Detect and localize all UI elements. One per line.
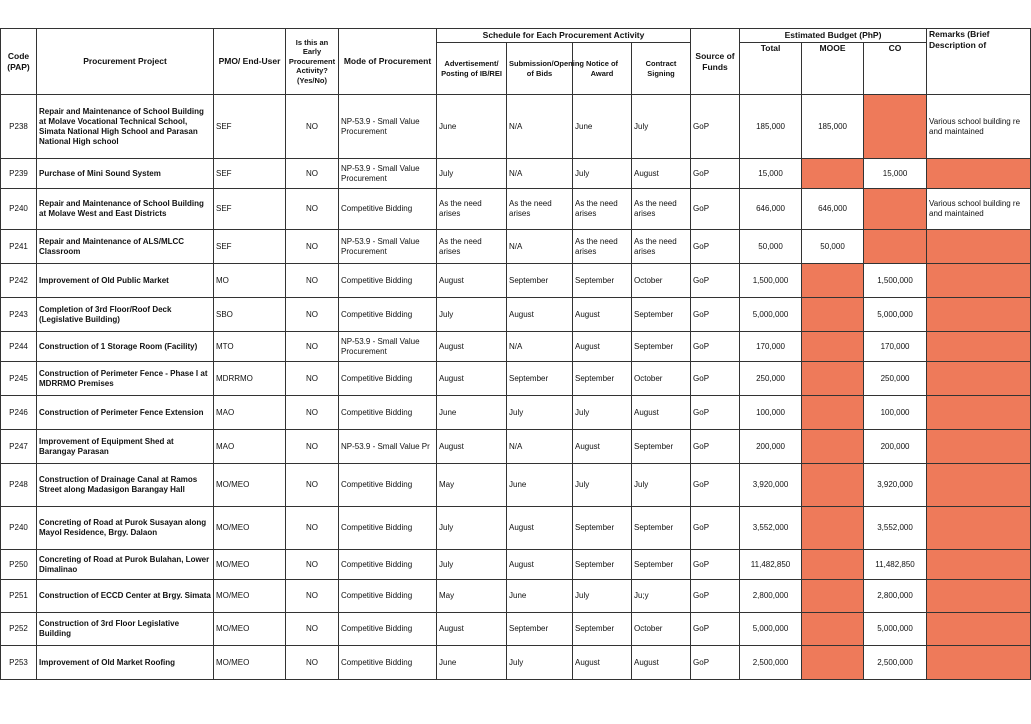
cell-code: P239 [1,159,37,189]
header-schedule: Schedule for Each Procurement Activity [437,29,691,43]
cell-mode: NP-53.9 - Small Value Procurement [339,159,437,189]
cell-early: NO [286,646,339,680]
header-pmo: PMO/ End-User [214,29,286,95]
cell-contract: September [632,507,691,550]
cell-remarks [927,464,1031,507]
cell-contract: As the need arises [632,230,691,264]
cell-advert: August [437,264,507,298]
cell-early: NO [286,613,339,646]
cell-notice: As the need arises [573,230,632,264]
cell-submission: June [507,580,573,613]
cell-project: Construction of Perimeter Fence - Phase I at MDRRMO Premises [37,362,214,396]
cell-advert: June [437,396,507,430]
cell-remarks [927,430,1031,464]
cell-total: 200,000 [740,430,802,464]
cell-mode: Competitive Bidding [339,264,437,298]
cell-notice: September [573,264,632,298]
table-row [1,95,1031,159]
cell-submission: N/A [507,230,573,264]
table-row [1,189,1031,230]
cell-contract: September [632,430,691,464]
cell-source: GoP [691,95,740,159]
cell-remarks [927,362,1031,396]
cell-submission: August [507,550,573,580]
cell-co: 2,800,000 [864,580,927,613]
table-body [1,95,1031,680]
cell-advert: August [437,430,507,464]
cell-mooe [802,332,864,362]
cell-contract: October [632,264,691,298]
cell-project: Completion of 3rd Floor/Roof Deck (Legislative Building) [37,298,214,332]
cell-remarks [927,646,1031,680]
table-row [1,362,1031,396]
cell-source: GoP [691,613,740,646]
cell-pmo: SEF [214,159,286,189]
cell-code: P244 [1,332,37,362]
cell-notice: September [573,507,632,550]
cell-code: P251 [1,580,37,613]
cell-code: P241 [1,230,37,264]
table-row [1,298,1031,332]
cell-advert: August [437,362,507,396]
cell-submission: June [507,464,573,507]
cell-submission: August [507,507,573,550]
cell-code: P245 [1,362,37,396]
cell-mode: Competitive Bidding [339,396,437,430]
table-row [1,464,1031,507]
cell-source: GoP [691,298,740,332]
cell-total: 15,000 [740,159,802,189]
cell-project: Improvement of Old Market Roofing [37,646,214,680]
cell-contract: July [632,464,691,507]
cell-mode: Competitive Bidding [339,507,437,550]
cell-pmo: SBO [214,298,286,332]
cell-advert: As the need arises [437,230,507,264]
cell-submission: N/A [507,430,573,464]
cell-co: 3,920,000 [864,464,927,507]
cell-total: 5,000,000 [740,298,802,332]
cell-submission: N/A [507,332,573,362]
table-row [1,230,1031,264]
cell-early: NO [286,464,339,507]
table-row [1,430,1031,464]
cell-pmo: MO/MEO [214,464,286,507]
cell-mooe [802,430,864,464]
cell-contract: August [632,646,691,680]
cell-mode: Competitive Bidding [339,362,437,396]
cell-notice: September [573,613,632,646]
cell-mooe: 646,000 [802,189,864,230]
cell-contract: September [632,332,691,362]
cell-submission: September [507,264,573,298]
cell-early: NO [286,95,339,159]
cell-project: Construction of 3rd Floor Legislative Building [37,613,214,646]
cell-total: 250,000 [740,362,802,396]
cell-notice: July [573,159,632,189]
cell-code: P240 [1,189,37,230]
cell-co: 100,000 [864,396,927,430]
cell-mode: NP-53.9 - Small Value Procurement [339,95,437,159]
cell-total: 1,500,000 [740,264,802,298]
cell-total: 170,000 [740,332,802,362]
table-row [1,646,1031,680]
cell-remarks [927,613,1031,646]
cell-early: NO [286,230,339,264]
table-row [1,613,1031,646]
cell-remarks [927,298,1031,332]
header-code: Code (PAP) [1,29,37,95]
cell-mode: Competitive Bidding [339,550,437,580]
cell-remarks [927,396,1031,430]
cell-source: GoP [691,430,740,464]
cell-total: 5,000,000 [740,613,802,646]
cell-co [864,189,927,230]
cell-contract: As the need arises [632,189,691,230]
cell-submission: August [507,298,573,332]
cell-submission: July [507,396,573,430]
cell-contract: August [632,396,691,430]
cell-mode: Competitive Bidding [339,580,437,613]
cell-pmo: SEF [214,189,286,230]
cell-total: 100,000 [740,396,802,430]
cell-project: Repair and Maintenance of School Building at Molave West and East Districts [37,189,214,230]
cell-remarks [927,507,1031,550]
cell-advert: July [437,159,507,189]
cell-contract: September [632,298,691,332]
cell-early: NO [286,396,339,430]
cell-mode: NP-53.9 - Small Value Procurement [339,332,437,362]
header-early: Is this an Early Procurement Activity? (Yes/No) [286,29,339,95]
cell-total: 3,552,000 [740,507,802,550]
cell-project: Construction of Drainage Canal at Ramos Street along Madasigon Barangay Hall [37,464,214,507]
cell-remarks [927,159,1031,189]
header-remarks: Remarks (Brief Description of [927,29,1031,95]
procurement-table [0,28,1031,680]
cell-source: GoP [691,230,740,264]
cell-project: Construction of Perimeter Fence Extension [37,396,214,430]
header-source: Source of Funds [691,29,740,95]
cell-notice: September [573,550,632,580]
cell-advert: May [437,580,507,613]
cell-pmo: MO/MEO [214,646,286,680]
cell-remarks: Various school building re and maintained [927,95,1031,159]
cell-mooe [802,298,864,332]
cell-total: 11,482,850 [740,550,802,580]
table-row [1,332,1031,362]
header-budget: Estimated Budget (PhP) [740,29,927,43]
cell-co: 200,000 [864,430,927,464]
cell-submission: N/A [507,95,573,159]
cell-advert: August [437,613,507,646]
cell-mode: Competitive Bidding [339,613,437,646]
cell-contract: August [632,159,691,189]
cell-pmo: SEF [214,230,286,264]
cell-source: GoP [691,580,740,613]
cell-advert: As the need arises [437,189,507,230]
cell-remarks: Various school building re and maintained [927,189,1031,230]
cell-early: NO [286,332,339,362]
header-co: CO [864,43,927,95]
cell-code: P253 [1,646,37,680]
cell-pmo: SEF [214,95,286,159]
cell-remarks [927,230,1031,264]
cell-remarks [927,550,1031,580]
cell-co [864,230,927,264]
cell-project: Improvement of Equipment Shed at Barangay Parasan [37,430,214,464]
cell-mooe [802,580,864,613]
cell-pmo: MAO [214,396,286,430]
cell-submission: As the need arises [507,189,573,230]
cell-submission: N/A [507,159,573,189]
cell-mooe [802,646,864,680]
cell-source: GoP [691,332,740,362]
cell-submission: September [507,362,573,396]
cell-pmo: MO/MEO [214,507,286,550]
cell-source: GoP [691,507,740,550]
cell-total: 646,000 [740,189,802,230]
cell-code: P238 [1,95,37,159]
cell-contract: July [632,95,691,159]
cell-project: Repair and Maintenance of School Building at Molave Vocational Technical School, Simata National High School and Parasan National High school [37,95,214,159]
cell-code: P240 [1,507,37,550]
cell-project: Concreting of Road at Purok Susayan along Mayol Residence, Brgy. Dalaon [37,507,214,550]
cell-co: 15,000 [864,159,927,189]
cell-total: 2,800,000 [740,580,802,613]
cell-remarks [927,580,1031,613]
cell-early: NO [286,580,339,613]
cell-co: 3,552,000 [864,507,927,550]
cell-project: Repair and Maintenance of ALS/MLCC Classroom [37,230,214,264]
cell-code: P247 [1,430,37,464]
cell-total: 50,000 [740,230,802,264]
cell-co: 11,482,850 [864,550,927,580]
cell-early: NO [286,507,339,550]
cell-source: GoP [691,464,740,507]
cell-advert: August [437,332,507,362]
cell-project: Construction of ECCD Center at Brgy. Simata [37,580,214,613]
cell-project: Improvement of Old Public Market [37,264,214,298]
cell-remarks [927,264,1031,298]
cell-early: NO [286,159,339,189]
cell-mooe [802,507,864,550]
header-submission: Submission/Opening of Bids [507,43,573,95]
cell-mode: Competitive Bidding [339,189,437,230]
cell-notice: June [573,95,632,159]
cell-advert: May [437,464,507,507]
cell-advert: July [437,550,507,580]
table-row [1,580,1031,613]
cell-source: GoP [691,362,740,396]
cell-contract: September [632,550,691,580]
header-mode: Mode of Procurement [339,29,437,95]
cell-source: GoP [691,189,740,230]
cell-notice: September [573,362,632,396]
cell-total: 185,000 [740,95,802,159]
cell-mooe [802,464,864,507]
cell-early: NO [286,264,339,298]
header-mooe: MOOE [802,43,864,95]
cell-pmo: MTO [214,332,286,362]
cell-submission: September [507,613,573,646]
cell-notice: August [573,298,632,332]
header-advert: Advertisement/ Posting of IB/REI [437,43,507,95]
cell-source: GoP [691,646,740,680]
cell-co: 170,000 [864,332,927,362]
cell-advert: June [437,646,507,680]
header-project: Procurement Project [37,29,214,95]
cell-early: NO [286,189,339,230]
cell-source: GoP [691,396,740,430]
cell-code: P242 [1,264,37,298]
cell-advert: June [437,95,507,159]
cell-code: P243 [1,298,37,332]
cell-total: 2,500,000 [740,646,802,680]
cell-notice: As the need arises [573,189,632,230]
cell-co: 5,000,000 [864,298,927,332]
cell-early: NO [286,550,339,580]
cell-source: GoP [691,159,740,189]
cell-mooe [802,396,864,430]
cell-co: 1,500,000 [864,264,927,298]
cell-early: NO [286,298,339,332]
cell-co [864,95,927,159]
header-notice: Notice of Award [573,43,632,95]
cell-pmo: MO/MEO [214,550,286,580]
cell-project: Construction of 1 Storage Room (Facility) [37,332,214,362]
cell-mode: NP-53.9 - Small Value Procurement [339,230,437,264]
table-row [1,159,1031,189]
cell-mooe [802,550,864,580]
cell-mooe [802,613,864,646]
cell-co: 2,500,000 [864,646,927,680]
header-total: Total [740,43,802,95]
cell-contract: October [632,613,691,646]
cell-code: P252 [1,613,37,646]
cell-notice: August [573,430,632,464]
cell-code: P250 [1,550,37,580]
cell-notice: July [573,396,632,430]
cell-remarks [927,332,1031,362]
cell-mooe [802,264,864,298]
cell-mooe: 185,000 [802,95,864,159]
cell-early: NO [286,362,339,396]
page-margin [0,680,1024,724]
cell-notice: August [573,332,632,362]
header-contract: Contract Signing [632,43,691,95]
procurement-plan-sheet [0,28,1024,680]
cell-early: NO [286,430,339,464]
cell-mooe [802,362,864,396]
cell-co: 250,000 [864,362,927,396]
table-row [1,507,1031,550]
cell-mode: Competitive Bidding [339,646,437,680]
cell-pmo: MDRRMO [214,362,286,396]
cell-pmo: MAO [214,430,286,464]
cell-notice: July [573,464,632,507]
cell-mooe [802,159,864,189]
cell-source: GoP [691,264,740,298]
cell-contract: Ju;y [632,580,691,613]
cell-mode: Competitive Bidding [339,298,437,332]
cell-project: Purchase of Mini Sound System [37,159,214,189]
cell-total: 3,920,000 [740,464,802,507]
table-row [1,396,1031,430]
cell-pmo: MO/MEO [214,613,286,646]
cell-pmo: MO/MEO [214,580,286,613]
cell-source: GoP [691,550,740,580]
cell-code: P248 [1,464,37,507]
cell-mode: Competitive Bidding [339,464,437,507]
cell-mode: NP-53.9 - Small Value Pr [339,430,437,464]
cell-notice: July [573,580,632,613]
cell-advert: July [437,298,507,332]
cell-co: 5,000,000 [864,613,927,646]
cell-submission: July [507,646,573,680]
table-row [1,264,1031,298]
cell-notice: August [573,646,632,680]
table-row [1,550,1031,580]
cell-mooe: 50,000 [802,230,864,264]
cell-advert: July [437,507,507,550]
cell-pmo: MO [214,264,286,298]
cell-project: Concreting of Road at Purok Bulahan, Lower Dimalinao [37,550,214,580]
cell-contract: October [632,362,691,396]
cell-code: P246 [1,396,37,430]
